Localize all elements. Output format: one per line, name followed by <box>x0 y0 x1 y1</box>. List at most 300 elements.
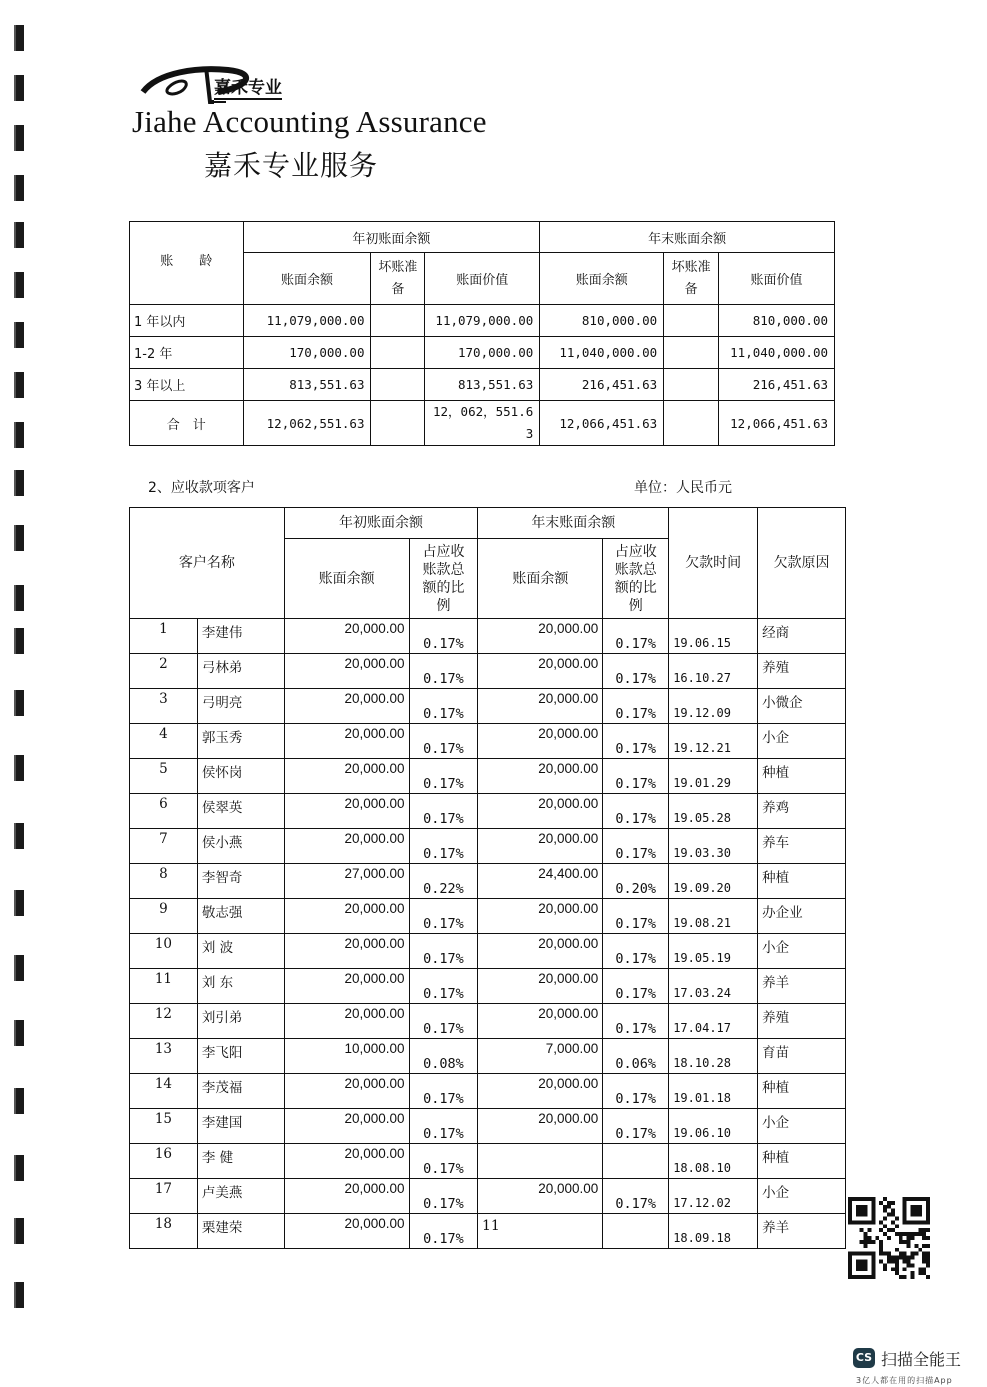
qr-module <box>864 1275 868 1279</box>
row-number: 15 <box>130 1109 198 1144</box>
customer-name: 李茂福 <box>197 1074 284 1109</box>
qr-module <box>868 1228 872 1232</box>
qr-module <box>922 1252 926 1256</box>
customer-row <box>130 1074 846 1109</box>
qr-module <box>864 1259 868 1263</box>
binder-hole <box>14 272 24 298</box>
qr-module <box>922 1197 926 1201</box>
customer-name: 侯翠英 <box>197 794 284 829</box>
qr-module <box>887 1205 891 1209</box>
begin-ratio: 0.17% <box>409 759 478 794</box>
debt-reason: 养鸡 <box>758 794 846 829</box>
end-balance: 20,000.00 <box>478 899 603 934</box>
customer-row <box>130 794 846 829</box>
qr-module <box>922 1236 926 1240</box>
qr-module <box>910 1197 914 1201</box>
qr-module <box>864 1213 868 1217</box>
binder-hole <box>14 25 24 51</box>
qr-module <box>899 1232 903 1236</box>
due-date: 19.09.20 <box>669 864 758 899</box>
qr-module <box>864 1263 868 1267</box>
qr-module <box>922 1259 926 1263</box>
binder-hole <box>14 1155 24 1181</box>
qr-module <box>926 1259 930 1263</box>
age-label: 3 年以上 <box>130 369 244 401</box>
qr-module <box>871 1213 875 1217</box>
due-date: 19.12.21 <box>669 724 758 759</box>
row-number: 16 <box>130 1144 198 1179</box>
binder-hole <box>14 755 24 781</box>
debt-reason: 种植 <box>758 759 846 794</box>
customer-receivables-table <box>129 507 846 1249</box>
qr-module <box>914 1244 918 1248</box>
qr-module <box>848 1256 852 1260</box>
qr-module <box>903 1256 907 1260</box>
qr-module <box>871 1240 875 1244</box>
end-ratio: 0.17% <box>603 619 669 654</box>
begin-ratio: 0.17% <box>409 724 478 759</box>
customer-row <box>130 969 846 1004</box>
qr-module <box>871 1256 875 1260</box>
begin-book-balance: 170,000.00 <box>243 337 371 369</box>
qr-module <box>918 1267 922 1271</box>
due-date: 19.06.10 <box>669 1109 758 1144</box>
customer-name: 栗建荣 <box>197 1214 284 1249</box>
qr-module <box>891 1228 895 1232</box>
qr-module <box>879 1244 883 1248</box>
debt-reason: 种植 <box>758 1074 846 1109</box>
qr-module <box>887 1236 891 1240</box>
qr-module <box>891 1209 895 1213</box>
binder-hole <box>14 222 24 248</box>
row-number: 1 <box>130 619 198 654</box>
binder-hole <box>14 372 24 398</box>
row-number: 10 <box>130 934 198 969</box>
qr-module <box>903 1205 907 1209</box>
qr-module <box>871 1252 875 1256</box>
due-date: 18.10.28 <box>669 1039 758 1074</box>
qr-module <box>903 1275 907 1279</box>
end-book-value: 12,066,451.63 <box>719 401 835 446</box>
customer-row <box>130 724 846 759</box>
end-book-balance: 11,040,000.00 <box>540 337 664 369</box>
begin-balance: 20,000.00 <box>284 724 409 759</box>
qr-module <box>910 1220 914 1224</box>
qr-module <box>860 1220 864 1224</box>
qr-module <box>887 1259 891 1263</box>
qr-module <box>926 1263 930 1267</box>
qr-module <box>907 1263 911 1267</box>
end-balance: 20,000.00 <box>478 1179 603 1214</box>
row-number: 8 <box>130 864 198 899</box>
end-balance: 20,000.00 <box>478 934 603 969</box>
header-book-balance: 账面余额 <box>540 253 664 305</box>
header-age: 账 龄 <box>130 222 244 305</box>
end-balance: 20,000.00 <box>478 654 603 689</box>
customer-name: 刘 波 <box>197 934 284 969</box>
qr-module <box>860 1213 864 1217</box>
end-book-balance: 12,066,451.63 <box>540 401 664 446</box>
qr-module <box>864 1232 868 1236</box>
debt-reason: 养羊 <box>758 969 846 1004</box>
row-number: 5 <box>130 759 198 794</box>
due-date: 16.10.27 <box>669 654 758 689</box>
debt-reason: 小企 <box>758 1179 846 1214</box>
debt-reason: 办企业 <box>758 899 846 934</box>
header-customer-name: 客户名称 <box>130 508 285 619</box>
end-balance: 20,000.00 <box>478 689 603 724</box>
end-book-value: 11,040,000.00 <box>719 337 835 369</box>
qr-module <box>910 1236 914 1240</box>
begin-ratio: 0.17% <box>409 1214 478 1249</box>
qr-module <box>864 1236 868 1240</box>
qr-module <box>891 1213 895 1217</box>
debt-reason: 小企 <box>758 934 846 969</box>
qr-module <box>918 1205 922 1209</box>
begin-bad-debt <box>371 305 425 337</box>
aging-row <box>130 337 835 369</box>
due-date: 19.05.28 <box>669 794 758 829</box>
customer-row <box>130 689 846 724</box>
customer-row <box>130 899 846 934</box>
qr-module <box>922 1232 926 1236</box>
qr-module <box>903 1240 907 1244</box>
due-date: 19.05.19 <box>669 934 758 969</box>
qr-module <box>887 1201 891 1205</box>
qr-module <box>871 1209 875 1213</box>
header-end-balance: 年末账面余额 <box>540 222 835 253</box>
qr-module <box>926 1252 930 1256</box>
qr-module <box>852 1220 856 1224</box>
end-balance: 20,000.00 <box>478 1074 603 1109</box>
binder-hole <box>14 175 24 201</box>
end-balance: 20,000.00 <box>478 619 603 654</box>
customer-row <box>130 1179 846 1214</box>
due-date: 17.12.02 <box>669 1179 758 1214</box>
qr-module <box>899 1240 903 1244</box>
qr-module <box>871 1263 875 1267</box>
begin-book-balance: 11,079,000.00 <box>243 305 371 337</box>
row-number: 3 <box>130 689 198 724</box>
qr-module <box>868 1236 872 1240</box>
qr-module <box>860 1267 864 1271</box>
begin-balance: 20,000.00 <box>284 689 409 724</box>
end-ratio: 0.17% <box>603 1074 669 1109</box>
header-book-balance: 账面余额 <box>243 253 371 305</box>
qr-module <box>903 1197 907 1201</box>
qr-module <box>903 1259 907 1263</box>
qr-module <box>864 1240 868 1244</box>
due-date: 17.03.24 <box>669 969 758 1004</box>
qr-module <box>895 1271 899 1275</box>
due-date: 17.04.17 <box>669 1004 758 1039</box>
qr-module <box>852 1252 856 1256</box>
qr-module <box>883 1197 887 1201</box>
qr-module <box>848 1201 852 1205</box>
qr-module <box>848 1209 852 1213</box>
customer-row <box>130 934 846 969</box>
end-book-value: 810,000.00 <box>719 305 835 337</box>
qr-module <box>883 1205 887 1209</box>
end-balance: 20,000.00 <box>478 829 603 864</box>
begin-book-value: 11,079,000.00 <box>425 305 540 337</box>
begin-balance: 20,000.00 <box>284 1214 409 1249</box>
qr-module <box>887 1228 891 1232</box>
qr-module <box>926 1201 930 1205</box>
qr-module <box>914 1232 918 1236</box>
qr-module <box>922 1271 926 1275</box>
end-bad-debt <box>664 401 719 446</box>
end-ratio: 0.17% <box>603 969 669 1004</box>
qr-module <box>926 1256 930 1260</box>
binder-hole <box>14 955 24 981</box>
end-ratio <box>603 1214 669 1249</box>
qr-module <box>895 1267 899 1271</box>
qr-module <box>856 1267 860 1271</box>
customer-name: 李飞阳 <box>197 1039 284 1074</box>
end-book-balance: 810,000.00 <box>540 305 664 337</box>
qr-module <box>860 1252 864 1256</box>
row-number: 7 <box>130 829 198 864</box>
qr-module <box>883 1224 887 1228</box>
customer-name: 刘引弟 <box>197 1004 284 1039</box>
begin-ratio: 0.22% <box>409 864 478 899</box>
qr-module <box>871 1259 875 1263</box>
debt-reason: 小微企 <box>758 689 846 724</box>
begin-balance: 20,000.00 <box>284 1109 409 1144</box>
camscanner-name: 扫描全能王 <box>881 1350 962 1369</box>
customer-name: 侯小燕 <box>197 829 284 864</box>
qr-module <box>895 1248 899 1252</box>
qr-module <box>879 1240 883 1244</box>
begin-balance: 20,000.00 <box>284 1004 409 1039</box>
debt-reason: 育苗 <box>758 1039 846 1074</box>
qr-module <box>856 1252 860 1256</box>
qr-module <box>848 1217 852 1221</box>
qr-module <box>883 1263 887 1267</box>
qr-module <box>871 1205 875 1209</box>
qr-module <box>926 1236 930 1240</box>
header-book-value: 账面价值 <box>719 253 835 305</box>
qr-module <box>910 1232 914 1236</box>
begin-balance: 20,000.00 <box>284 1074 409 1109</box>
header-balance: 账面余额 <box>478 539 603 619</box>
customer-row <box>130 1144 846 1179</box>
qr-code <box>848 1197 930 1279</box>
end-ratio: 0.17% <box>603 759 669 794</box>
qr-module <box>907 1244 911 1248</box>
age-label: 1-2 年 <box>130 337 244 369</box>
qr-module <box>875 1236 879 1240</box>
qr-module <box>907 1232 911 1236</box>
age-label: 1 年以内 <box>130 305 244 337</box>
begin-book-balance: 12,062,551.63 <box>243 401 371 446</box>
end-ratio: 0.17% <box>603 1004 669 1039</box>
begin-ratio: 0.17% <box>409 1074 478 1109</box>
begin-book-value: 813,551.63 <box>425 369 540 401</box>
customer-row <box>130 619 846 654</box>
qr-module <box>914 1209 918 1213</box>
qr-module <box>903 1267 907 1271</box>
begin-bad-debt <box>371 369 425 401</box>
customer-name: 卢美燕 <box>197 1179 284 1214</box>
qr-module <box>883 1217 887 1221</box>
end-balance <box>478 1144 603 1179</box>
qr-module <box>887 1252 891 1256</box>
qr-module <box>871 1217 875 1221</box>
qr-module <box>899 1256 903 1260</box>
qr-module <box>910 1263 914 1267</box>
qr-module <box>926 1209 930 1213</box>
qr-module <box>926 1244 930 1248</box>
end-ratio: 0.17% <box>603 794 669 829</box>
qr-module <box>907 1240 911 1244</box>
header-begin-balance: 年初账面余额 <box>243 222 540 253</box>
begin-ratio: 0.17% <box>409 969 478 1004</box>
due-date: 19.01.29 <box>669 759 758 794</box>
qr-module <box>856 1220 860 1224</box>
qr-module <box>879 1248 883 1252</box>
begin-balance: 10,000.00 <box>284 1039 409 1074</box>
debt-reason: 小企 <box>758 724 846 759</box>
begin-ratio: 0.17% <box>409 1004 478 1039</box>
qr-module <box>883 1252 887 1256</box>
header-bad-debt: 坏账准备 <box>371 253 425 305</box>
qr-module <box>891 1256 895 1260</box>
customer-name: 李建伟 <box>197 619 284 654</box>
qr-module <box>887 1256 891 1260</box>
qr-module <box>891 1201 895 1205</box>
customer-name: 侯怀岗 <box>197 759 284 794</box>
qr-module <box>907 1259 911 1263</box>
qr-module <box>903 1252 907 1256</box>
qr-module <box>895 1259 899 1263</box>
qr-module <box>864 1244 868 1248</box>
header-ratio: 占应收账款总额的比例 <box>409 539 478 619</box>
qr-module <box>918 1213 922 1217</box>
qr-module <box>895 1232 899 1236</box>
begin-book-value: 170,000.00 <box>425 337 540 369</box>
debt-reason: 养殖 <box>758 1004 846 1039</box>
qr-module <box>903 1209 907 1213</box>
qr-module <box>848 1259 852 1263</box>
begin-balance: 27,000.00 <box>284 864 409 899</box>
binder-hole <box>14 1218 24 1244</box>
qr-module <box>926 1228 930 1232</box>
begin-ratio: 0.08% <box>409 1039 478 1074</box>
qr-module <box>852 1275 856 1279</box>
due-date: 19.03.30 <box>669 829 758 864</box>
qr-module <box>848 1252 852 1256</box>
aging-row <box>130 305 835 337</box>
end-ratio: 0.20% <box>603 864 669 899</box>
due-date: 19.06.15 <box>669 619 758 654</box>
end-bad-debt <box>664 337 719 369</box>
camscanner-tagline: 3亿人都在用的扫描App <box>856 1376 953 1385</box>
qr-module <box>907 1220 911 1224</box>
end-ratio: 0.06% <box>603 1039 669 1074</box>
begin-balance: 20,000.00 <box>284 1179 409 1214</box>
age-label: 合 计 <box>130 401 244 446</box>
customer-name: 郭玉秀 <box>197 724 284 759</box>
header-begin-balance: 年初账面余额 <box>284 508 478 539</box>
aging-row <box>130 369 835 401</box>
end-ratio: 0.17% <box>603 829 669 864</box>
qr-module <box>907 1197 911 1201</box>
qr-module <box>856 1275 860 1279</box>
begin-ratio: 0.17% <box>409 899 478 934</box>
row-number: 11 <box>130 969 198 1004</box>
qr-module <box>926 1205 930 1209</box>
qr-module <box>871 1201 875 1205</box>
qr-module <box>914 1205 918 1209</box>
binder-hole <box>14 1282 24 1308</box>
begin-balance: 20,000.00 <box>284 899 409 934</box>
customer-row <box>130 1109 846 1144</box>
qr-module <box>914 1197 918 1201</box>
qr-module <box>860 1197 864 1201</box>
qr-module <box>868 1275 872 1279</box>
begin-balance: 20,000.00 <box>284 934 409 969</box>
customer-name: 刘 东 <box>197 969 284 1004</box>
header-reason: 欠款原因 <box>758 508 846 619</box>
qr-module <box>910 1275 914 1279</box>
binder-hole <box>14 823 24 849</box>
qr-module <box>918 1271 922 1275</box>
qr-module <box>926 1275 930 1279</box>
row-number: 18 <box>130 1214 198 1249</box>
qr-module <box>879 1259 883 1263</box>
binder-hole <box>14 690 24 716</box>
customer-row <box>130 864 846 899</box>
qr-module <box>860 1228 864 1232</box>
customer-name: 敬志强 <box>197 899 284 934</box>
end-balance: 20,000.00 <box>478 1109 603 1144</box>
qr-module <box>887 1213 891 1217</box>
qr-module <box>856 1209 860 1213</box>
header-balance: 账面余额 <box>284 539 409 619</box>
qr-module <box>926 1220 930 1224</box>
qr-module <box>871 1271 875 1275</box>
qr-module <box>864 1252 868 1256</box>
qr-module <box>903 1213 907 1217</box>
qr-module <box>926 1217 930 1221</box>
header-book-value: 账面价值 <box>425 253 540 305</box>
binder-hole <box>14 1020 24 1046</box>
end-ratio: 0.17% <box>603 689 669 724</box>
due-date: 19.12.09 <box>669 689 758 724</box>
qr-module <box>856 1213 860 1217</box>
customer-name: 弓林弟 <box>197 654 284 689</box>
qr-module <box>848 1263 852 1267</box>
binder-hole <box>14 628 24 654</box>
customer-row <box>130 1039 846 1074</box>
debt-reason: 小企 <box>758 1109 846 1144</box>
qr-module <box>922 1228 926 1232</box>
aging-table <box>129 221 835 446</box>
aging-row <box>130 401 835 446</box>
begin-bad-debt <box>371 401 425 446</box>
qr-module <box>879 1201 883 1205</box>
qr-module <box>895 1217 899 1221</box>
qr-module <box>883 1209 887 1213</box>
header-ratio: 占应收账款总额的比例 <box>603 539 669 619</box>
qr-module <box>918 1228 922 1232</box>
qr-module <box>918 1232 922 1236</box>
due-date: 19.01.18 <box>669 1074 758 1109</box>
qr-module <box>918 1248 922 1252</box>
qr-module <box>871 1197 875 1201</box>
